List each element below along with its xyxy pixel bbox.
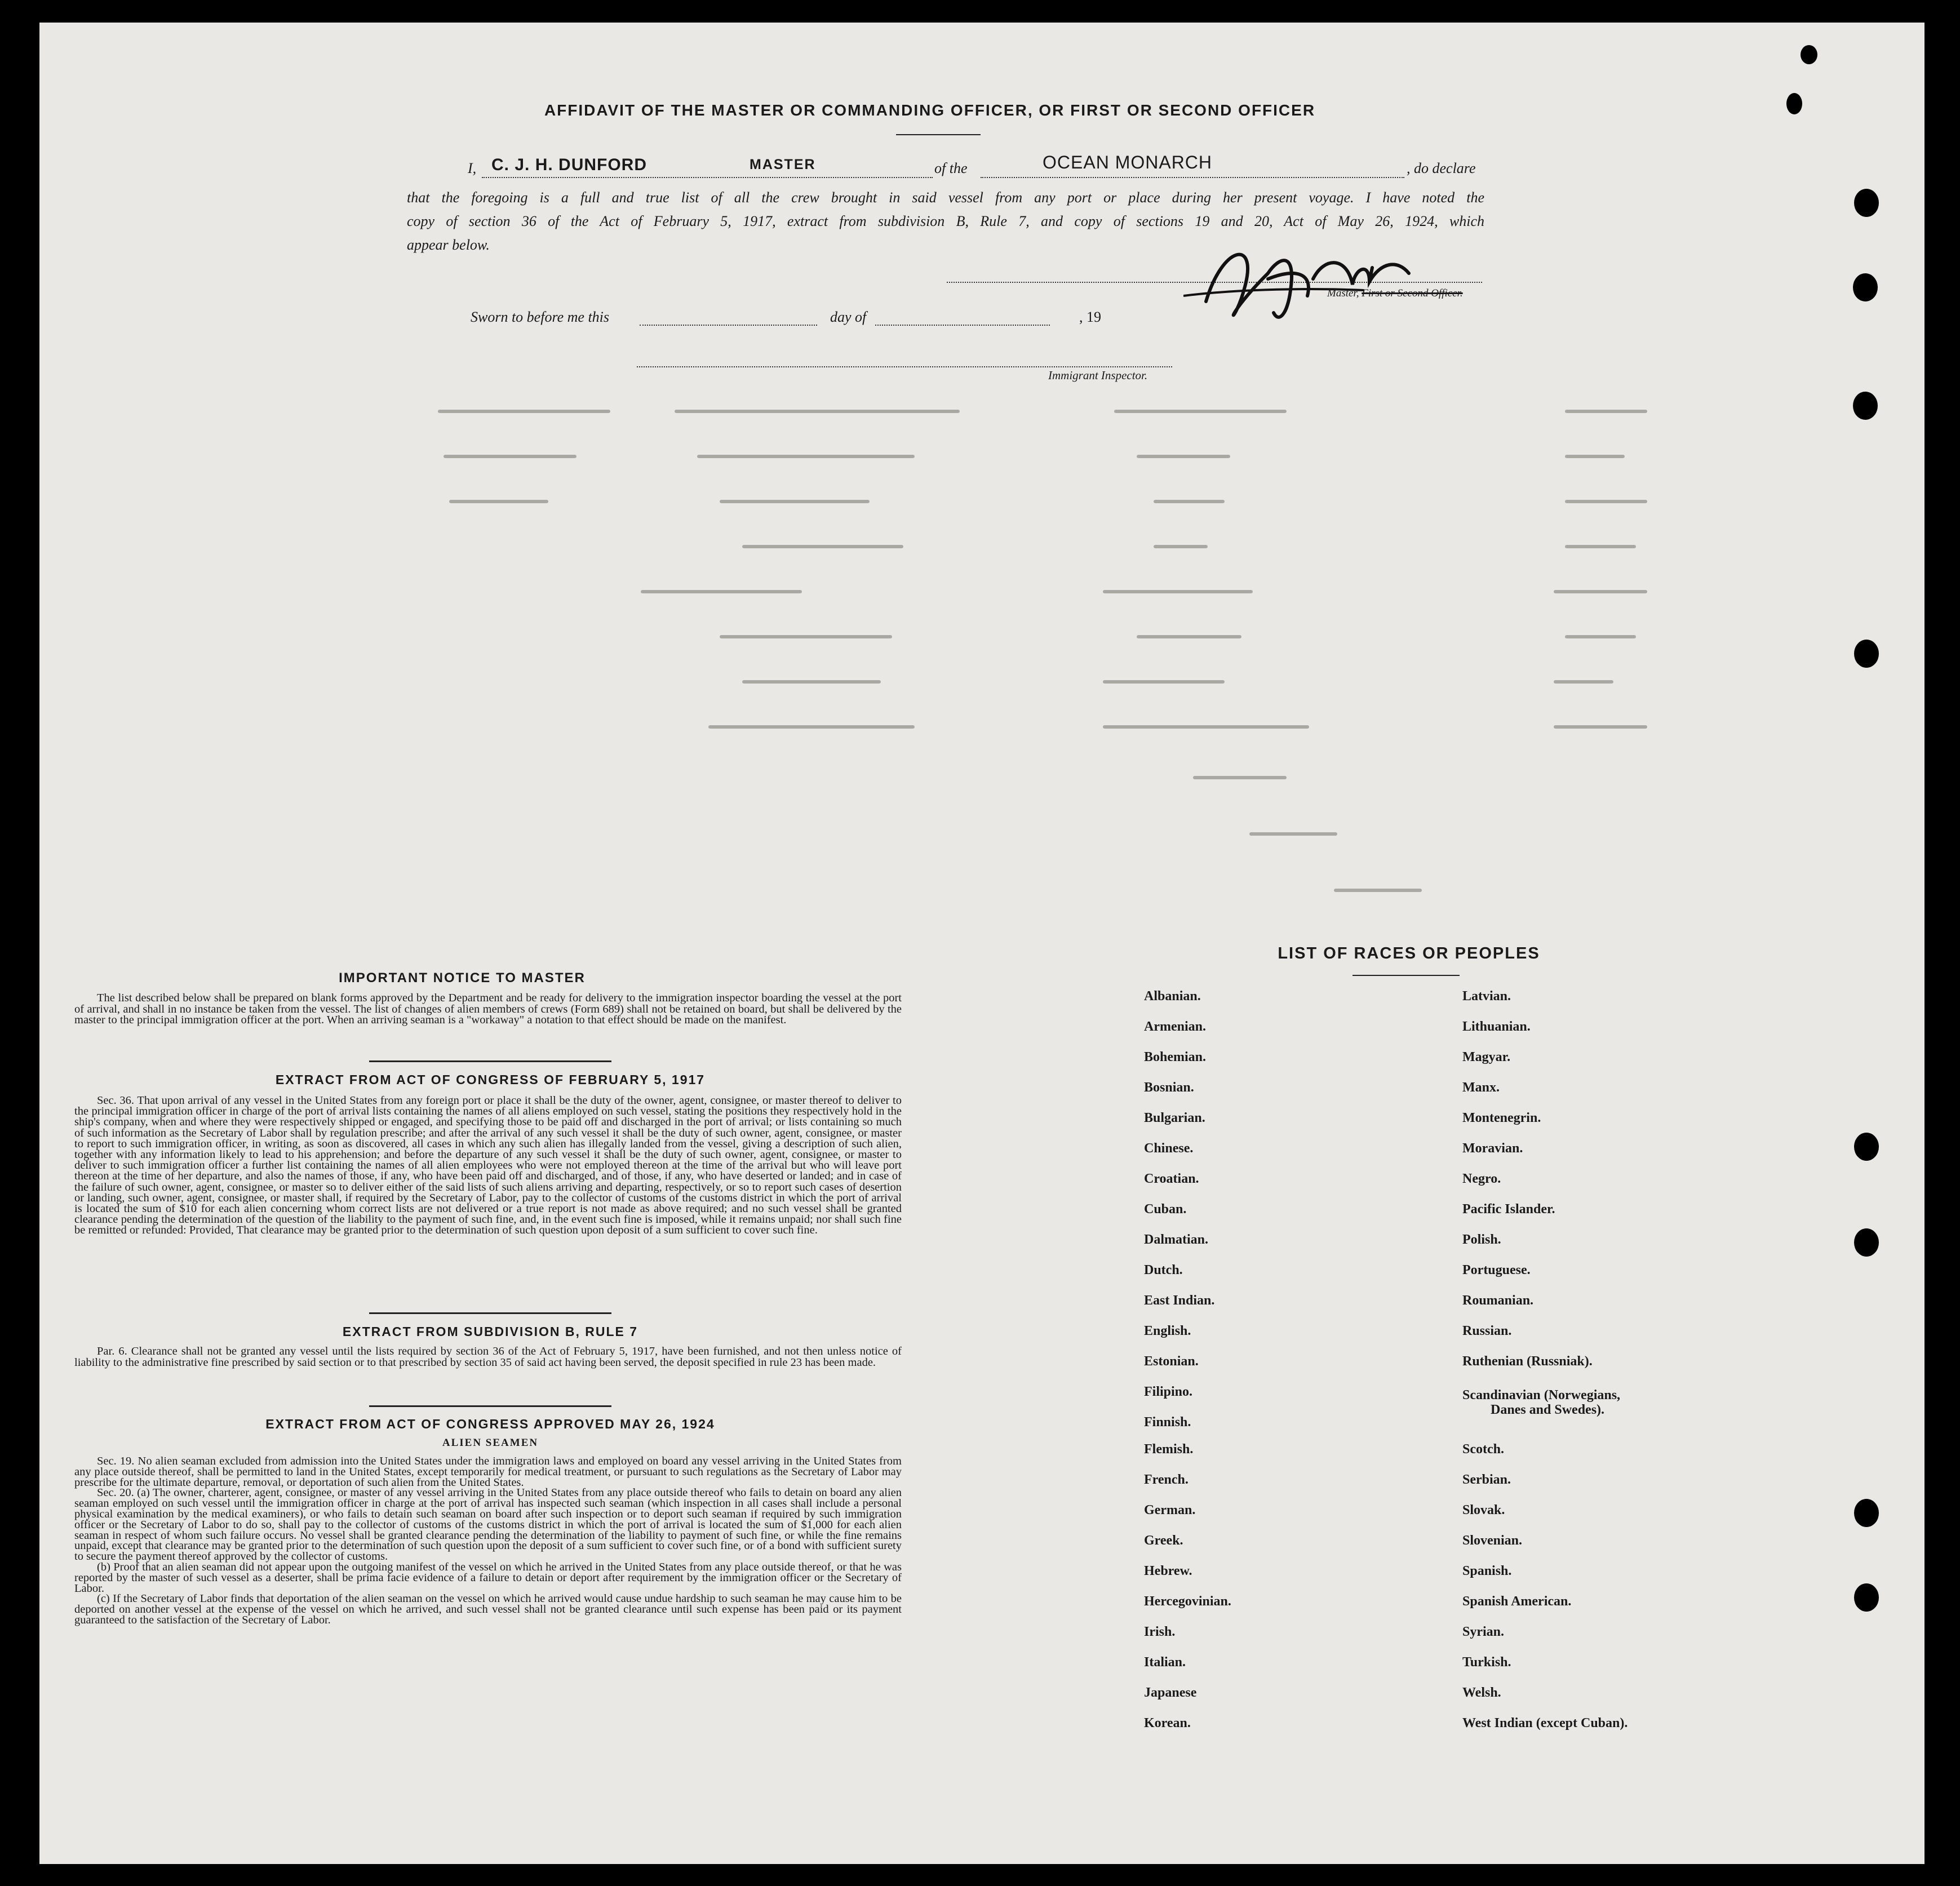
race-item: Welsh. (1462, 1685, 1501, 1700)
race-item: French. (1144, 1472, 1189, 1487)
year-prefix: , 19 (1079, 309, 1101, 325)
punch-hole (1854, 640, 1879, 668)
officer-name: C. J. H. DUNFORD (491, 156, 648, 174)
race-item: Dutch. (1144, 1263, 1183, 1277)
race-item: Finnish. (1144, 1415, 1191, 1430)
declaration-body-line: copy of section 36 of the Act of February 5, 1917, extract from subdivision B, Rule 7, and copy of sections 19 and 20, Act of May 26, 1924, which (407, 213, 1484, 229)
race-item: Scotch. (1462, 1442, 1504, 1457)
sworn-label: Sworn to before me this (471, 309, 610, 325)
section-20b-paragraph: (b) Proof that an alien seaman did not appear upon the outgoing manifest of the vessel on which he arrived in the United States from any place outside thereof, or that he was reported by the master of such vessel as a deserter, shall be prima facie evidence of a failure to detain or deport after requirement by the immigration officer or the Secretary of Labor. (74, 1560, 902, 1595)
punch-hole (1854, 1499, 1879, 1527)
race-item: Irish. (1144, 1625, 1176, 1639)
sworn-line (471, 309, 1147, 331)
race-item: Magyar. (1462, 1050, 1511, 1064)
race-item: Ruthenian (Russniak). (1462, 1354, 1593, 1369)
race-item: Moravian. (1462, 1141, 1523, 1156)
paragraph-6: Par. 6. Clearance shall not be granted any vessel until the lists required by section 36 of the Act of February 5, 1917, have been furnished, and not then unless notice of liability to the administrative fine prescribed by said section or to that prescribed by section 35 of said act having been served, the deposit specified in rule 23 has been made. (74, 1345, 902, 1369)
race-item: East Indian. (1144, 1293, 1215, 1308)
extract-rule7-title: EXTRACT FROM SUBDIVISION B, RULE 7 (342, 1324, 638, 1339)
race-item: Croatian. (1144, 1171, 1199, 1186)
race-item: Scandinavian (Norwegians, (1462, 1388, 1621, 1403)
race-item: Spanish. (1462, 1564, 1512, 1578)
race-item: West Indian (except Cuban). (1462, 1716, 1628, 1730)
race-item: Lithuanian. (1462, 1019, 1531, 1034)
declaration-body-line: that the foregoing is a full and true list of all the crew brought in said vessel from any port or place during her present voyage. I have noted the (407, 189, 1484, 206)
race-item: Albanian. (1144, 989, 1201, 1004)
race-item: Korean. (1144, 1716, 1191, 1730)
race-item: Chinese. (1144, 1141, 1194, 1156)
notice-paragraph: The list described below shall be prepared on blank forms approved by the Department and be ready for delivery to the immigration inspector boarding the vessel at the port of arrival, and shall in no instance be taken from the vessel. The list of changes of alien members of crews (Form 689) shall not be retained on board, but shall be delivered by the master to the principal immigration officer at the port. When an arriving seaman is a "workaway" a notation to that effect should be made on the manifest. (74, 992, 902, 1027)
section-19-paragraph: Sec. 19. No alien seaman excluded from admission into the United States under the immigration laws and employed on board any vessel arriving in the United States from any place outside thereof, shall be permitted to land in the United States, except temporarily for medical treatment, or pursuant to such regulations as the Secretary of Labor may prescribe for the ultimate departure, removal, or deportation of such alien from the United States. (74, 1455, 902, 1489)
declaration-body-line: appear below. (407, 237, 490, 253)
race-item: Danes and Swedes). (1491, 1403, 1605, 1417)
inspector-blank (637, 365, 1172, 367)
punch-hole (1854, 189, 1879, 217)
race-item: Latvian. (1462, 989, 1511, 1004)
race-item: Pacific Islander. (1462, 1202, 1555, 1217)
signature-caption (1327, 287, 1463, 300)
punch-hole (1854, 1583, 1879, 1612)
extract-1917-title: EXTRACT FROM ACT OF CONGRESS OF FEBRUARY 5, 1917 (275, 1072, 706, 1087)
punch-hole (1853, 392, 1878, 420)
sworn-day-blank (640, 323, 817, 326)
race-item: Japanese (1144, 1685, 1197, 1700)
race-item: Estonian. (1144, 1354, 1199, 1369)
race-item: Turkish. (1462, 1655, 1511, 1670)
extract-1924-title: EXTRACT FROM ACT OF CONGRESS APPROVED MAY 26, 1924 (265, 1417, 715, 1431)
extract-1917-rule (369, 1060, 611, 1062)
race-item: Russian. (1462, 1324, 1512, 1338)
do-declare-label: , do declare (1407, 160, 1476, 176)
race-item: Hercegovinian. (1144, 1594, 1231, 1609)
punch-hole (1853, 273, 1878, 301)
race-item: Flemish. (1144, 1442, 1194, 1457)
races-title: LIST OF RACES OR PEOPLES (1278, 944, 1540, 962)
declaration-prefix: I, (468, 160, 477, 176)
race-item: Montenegrin. (1462, 1111, 1541, 1125)
races-title-underline (1353, 975, 1460, 976)
race-item: Portuguese. (1462, 1263, 1531, 1277)
declaration-line (417, 152, 1488, 178)
punch-hole (1854, 1133, 1879, 1161)
caption-struck-officer: First or Second Officer. (1362, 287, 1463, 299)
title-underline (896, 134, 981, 135)
race-item: Bulgarian. (1144, 1111, 1205, 1125)
officer-rank: MASTER (750, 157, 816, 172)
race-item: English. (1144, 1324, 1191, 1338)
vessel-name: OCEAN MONARCH (1043, 152, 1213, 172)
extract-rule7-rule (369, 1312, 611, 1314)
race-item: German. (1144, 1503, 1196, 1517)
extract-1924-rule (369, 1405, 611, 1407)
notice-title: IMPORTANT NOTICE TO MASTER (339, 970, 586, 986)
extract-rule7-text (74, 1346, 902, 1368)
officer-name-blank (482, 176, 933, 178)
race-item: Spanish American. (1462, 1594, 1572, 1609)
punch-hole (1786, 93, 1802, 114)
race-item: Hebrew. (1144, 1564, 1192, 1578)
race-item: Manx. (1462, 1080, 1500, 1095)
sworn-month-blank (875, 323, 1050, 326)
race-item: Negro. (1462, 1171, 1501, 1186)
vessel-blank (981, 176, 1404, 178)
race-item: Roumanian. (1462, 1293, 1534, 1308)
race-item: Bosnian. (1144, 1080, 1194, 1095)
race-item: Syrian. (1462, 1625, 1505, 1639)
race-item: Greek. (1144, 1533, 1183, 1548)
day-of-label: day of (830, 309, 867, 325)
race-item: Bohemian. (1144, 1050, 1207, 1064)
race-item: Polish. (1462, 1232, 1501, 1247)
master-signature (1183, 234, 1443, 335)
affidavit-title: AFFIDAVIT OF THE MASTER OR COMMANDING OFFICER, OR FIRST OR SECOND OFFICER (544, 101, 1316, 119)
extract-1917-text (74, 1095, 902, 1236)
race-item: Slovak. (1462, 1503, 1505, 1517)
inspector-label: Immigrant Inspector. (1048, 369, 1148, 382)
punch-hole (1854, 1228, 1879, 1257)
race-item: Dalmatian. (1144, 1232, 1208, 1247)
race-item: Slovenian. (1462, 1533, 1523, 1548)
punch-hole (1801, 45, 1817, 64)
notice-text (74, 993, 902, 1026)
race-item: Serbian. (1462, 1472, 1511, 1487)
section-36-paragraph: Sec. 36. That upon arrival of any vessel in the United States from any foreign port or place it shall be the duty of the owner, agent, consignee, or master thereof to deliver to the principal immigration officer in charge of the port of arrival lists containing the names of all aliens employed on such vessel, stating the positions they respectively hold in the ship's company, when and where they were respectively shipped or engaged, and specifying those to be paid off and discharged in the port of arrival; or lists containing so much of such information as the Secretary of Labor shall by regulation prescribe; and after the arrival of any such vessel it shall be the duty of such owner, agent, consignee, or master to report to such immigration officer, in writing, as soon as discovered, all cases in which any such alien has illegally landed from the vessel, giving a description of such alien, together with any information likely to lead to his apprehension; and before the departure of any such vessel it shall be the duty of such owner, agent, consignee, or master to deliver to such immigration officer a further list containing the names of all alien employees who were not employed thereon at the time of the arrival but who will leave port thereon at the time of her departure, and also the names of those, if any, who have been paid off and discharged, and of those, if any, who have deserted or landed; and in case of the failure of such owner, agent, consignee, or master so to deliver either of the said lists of such aliens arriving and departing, respectively, or so to report such cases of desertion or landing, such owner, agent, consignee, or master shall, if required by the Secretary of Labor, pay to the collector of customs of the customs district in which the port of arrival is located the sum of $10 for each alien concerning whom correct lists are not delivered or a true report is not made as above required; and no such vessel shall be granted clearance pending the determination of the question of the liability to the payment of such fine, and, in the event such fine is imposed, while it remains unpaid; nor shall such fine be remitted or refunded: Provided, That clearance may be granted prior to the determination of such question upon deposit of a sum sufficient to cover such fine. (74, 1094, 902, 1237)
bleed-through-texture (406, 394, 1691, 924)
race-item: Cuban. (1144, 1202, 1187, 1217)
race-item: Italian. (1144, 1655, 1186, 1670)
extract-1924-text (74, 1456, 902, 1626)
of-the-label: of the (934, 160, 968, 176)
section-20a-paragraph: Sec. 20. (a) The owner, charterer, agent, consignee, or master of any vessel arriving in the United States from any place outside thereof who fails to detain on board any alien seaman employed on such vessel until the immigration officer in charge at the port of arrival has inspected such seaman (which inspection in all cases shall include a personal physical examination by the medical examiners), or who fails to detain such seaman on board after such inspection or to deport such seaman if required by such immigration officer or the Secretary of Labor to do so, shall pay to the collector of customs of the customs district in which the port of arrival is located the sum of $1,000 for each alien seaman in respect of whom such failure occurs. No vessel shall be granted clearance pending the determination of the liability to payment of such fine, or while the fine remains unpaid, except that clearance may be granted prior to the determination of such question upon the deposit of a sum sufficient to cover such fine, or of a bond with sufficient surety to secure the payment thereof approved by the collector of customs. (74, 1486, 902, 1563)
race-item: Filipino. (1144, 1384, 1193, 1399)
caption-master: Master, (1327, 287, 1359, 299)
section-20c-paragraph: (c) If the Secretary of Labor finds that deportation of the alien seaman on the vessel on which he arrived would cause undue hardship to such seaman he may cause him to be deported on another vessel at the expense of the vessel on which he arrived, and such vessel shall not be granted clearance until such expense has been paid or its payment guaranteed to the satisfaction of the Secretary of Labor. (74, 1592, 902, 1626)
race-item: Armenian. (1144, 1019, 1206, 1034)
alien-seamen-subtitle: ALIEN SEAMEN (442, 1437, 539, 1449)
